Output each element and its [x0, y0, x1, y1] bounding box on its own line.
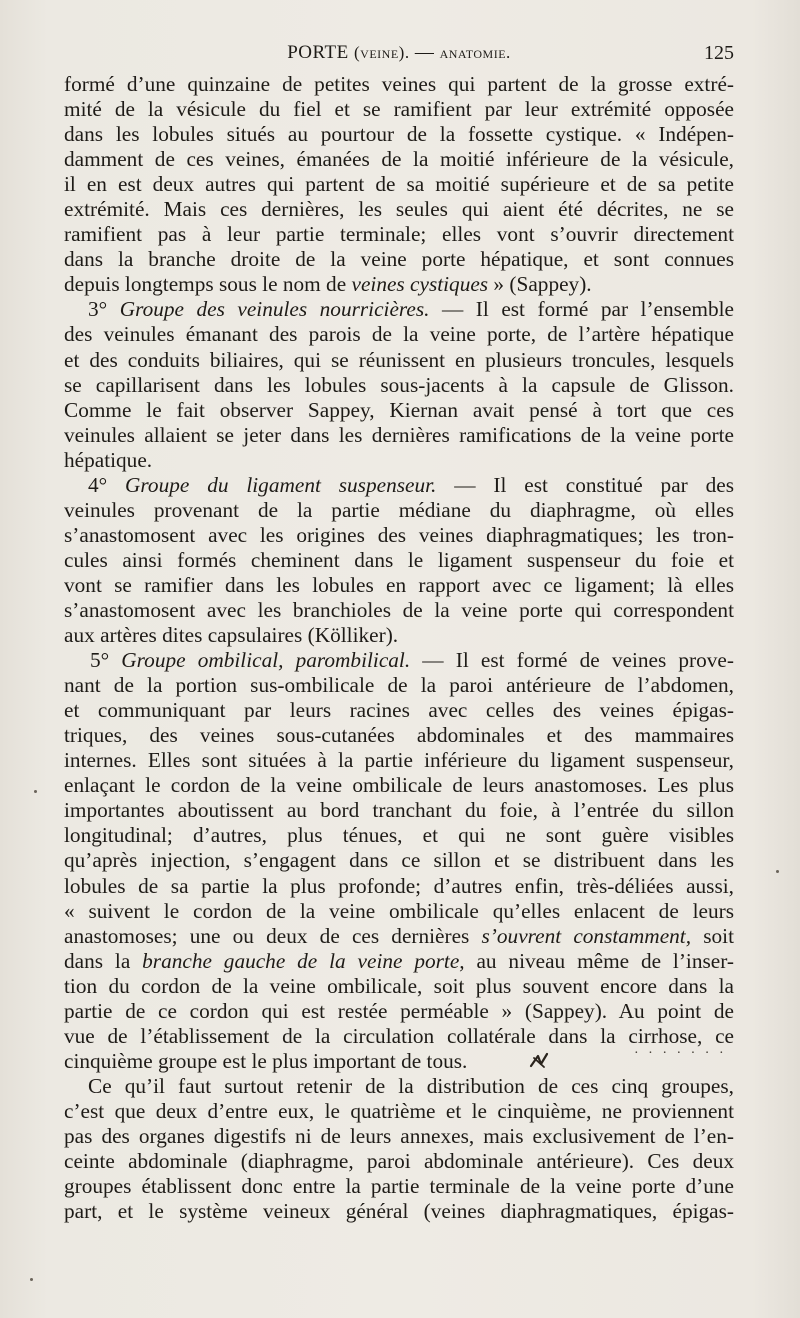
text-line: dans la branche droite de la veine porte hépatique, et sont connues [64, 247, 734, 272]
text-line: formé d’une quinzaine de petites veines qui partent de la grosse extré- [64, 72, 734, 96]
text-line: pas des organes digestifs ni de leurs annexes, mais exclusivement de l’en- [64, 1123, 734, 1148]
text-line: se capillarisent dans les lobules sous-jacents à la capsule de Glisson. [64, 372, 734, 397]
text-line: tion du cordon de la veine ombilicale, soit plus souvent encore dans la [64, 973, 734, 998]
text-line: dans la branche gauche de la veine porte, au niveau même de l’inser- [64, 948, 734, 973]
text-line: « suivent le cordon de la veine ombilicale qu’elles enlacent de leurs [64, 898, 734, 923]
text-line: et communiquant par leurs racines avec celles des veines épigas- [64, 698, 734, 723]
head-title-main: PORTE [287, 42, 349, 63]
text-line: vont se ramifier dans les lobules en rapport avec ce ligament; là elles [64, 572, 734, 597]
head-title-section: anatomie. [439, 43, 511, 62]
text-line: partie de ce cordon qui est restée perméable » (Sappey). Au point de [64, 998, 734, 1023]
italic-phrase: s’ouvrent constamment, [481, 923, 692, 948]
text-line: extrémité. Mais ces dernières, les seules qui aient été décrites, ne se [64, 197, 734, 222]
head-title-paren: (veine). [354, 43, 410, 62]
text-line: s’anastomosent avec les origines des veines diaphragmatiques; les tron- [64, 522, 734, 547]
text-line: il en est deux autres qui partent de sa moitié supérieure et de sa petite [64, 172, 734, 197]
text-line: Comme le fait observer Sappey, Kiernan avait pensé à tort que ces [64, 397, 734, 422]
text-line: ramifient pas à leur partie terminale; elles vont s’ouvrir directement [64, 222, 734, 247]
text-line: enlaçant le cordon de la veine ombilicale de leurs anastomoses. Les plus [64, 773, 734, 798]
text-line: dans les lobules situés au pourtour de la fossette cystique. « Indépen- [64, 122, 734, 147]
page-number: 125 [704, 42, 734, 64]
italic-phrase: branche gauche de la veine porte, [142, 948, 465, 973]
paper-speck [34, 790, 37, 793]
text-line: part, et le système veineux général (veines diaphragmatiques, épigas- [64, 1199, 734, 1224]
text-line: triques, des veines sous-cutanées abdominales et des mammaires [64, 723, 734, 748]
text-line: depuis longtemps sous le nom de veines cystiques » (Sappey). [64, 272, 592, 297]
text-line: ceinte abdominale (diaphragme, paroi abdominale antérieure). Ces deux [64, 1149, 734, 1174]
paper-speck [30, 1278, 33, 1281]
text-line: veinules provenant de la partie médiane du diaphragme, où elles [64, 497, 734, 522]
text-line: groupes établissent donc entre la partie terminale de la veine porte d’une [64, 1174, 734, 1199]
text-line: des veinules émanant des parois de la veine porte, de l’artère hépatique [64, 322, 734, 347]
text-line: c’est que deux d’entre eux, le quatrième et le cinquième, ne proviennent [64, 1098, 734, 1123]
text-line: lobules de sa partie la plus profonde; d’autres enfin, très-déliées aussi, [64, 873, 734, 898]
head-title-dash: — [414, 42, 435, 63]
paper-speck [776, 870, 779, 873]
text-line: internes. Elles sont situées à la partie inférieure du ligament suspenseur, [64, 748, 734, 773]
text-line: aux artères dites capsulaires (Kölliker). [64, 623, 399, 648]
running-head-title [64, 42, 734, 64]
text-line: veinules allaient se jeter dans les dernières ramifications de la veine porte [64, 422, 734, 447]
paragraph-heading-3: 3° Groupe des veinules nourricières. — Il est formé par l’ensemble [88, 297, 734, 322]
text-line: hépatique. [64, 447, 153, 472]
text-line: qu’après injection, s’engagent dans ce sillon et se distribuent dans les [64, 848, 734, 873]
italic-heading: Groupe des veinules nourricières. [119, 297, 430, 322]
italic-heading: Groupe ombilical, parombilical. [121, 648, 411, 673]
text-line: et des conduits biliaires, qui se réunissent en plusieurs troncules, lesquels [64, 347, 734, 372]
handwritten-mark-icon [528, 1050, 550, 1072]
text-line: cinquième groupe est le plus important de tous. [64, 1048, 468, 1073]
text-line: nant de la portion sus-ombilicale de la paroi antérieure de l’abdomen, [64, 673, 734, 698]
dot-leader: · · · · · · · [634, 1046, 727, 1061]
text-line: Ce qu’il faut surtout retenir de la distribution de ces cinq groupes, [88, 1073, 734, 1098]
text-line: damment de ces veines, émanées de la moitié inférieure de la vésicule, [64, 147, 734, 172]
italic-term: veines cystiques [351, 272, 489, 297]
italic-heading: Groupe du ligament suspenseur. [125, 472, 437, 497]
paragraph-heading-5: 5° Groupe ombilical, parombilical. — Il est formé de veines prove- [90, 648, 734, 673]
text-line: vue de l’établissement de la circulation collatérale dans la cirrhose, ce [64, 1023, 734, 1048]
text-line: cules ainsi formés cheminent dans le ligament suspenseur du foie et [64, 547, 734, 572]
text-line: anastomoses; une ou deux de ces dernières s’ouvrent constamment, soit [64, 923, 734, 948]
running-head [64, 40, 734, 68]
paragraph-heading-4: 4° Groupe du ligament suspenseur. — Il est constitué par des [88, 472, 734, 497]
text-line: mité de la vésicule du fiel et se ramifient par leur extrémité opposée [64, 97, 734, 122]
text-line: s’anastomosent avec les branchioles de la veine porte qui correspondent [64, 597, 734, 622]
text-line: longitudinal; d’autres, plus ténues, et qui ne sont guère visibles [64, 823, 734, 848]
text-line: importantes aboutissent au bord tranchant du foie, à l’entrée du sillon [64, 798, 734, 823]
